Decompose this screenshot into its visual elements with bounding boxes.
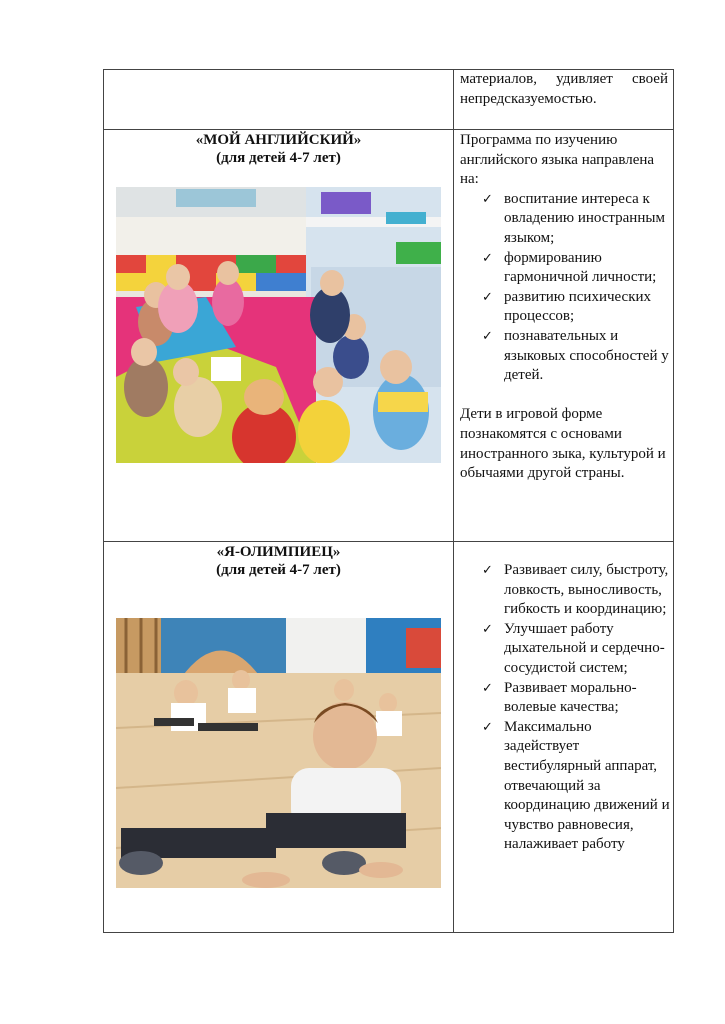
table-row-divider [103, 129, 674, 130]
list-item: ✓ Развивает силу, быстроту, ловкость, выносливость, гибкость и координацию; [482, 562, 669, 618]
list-item: ✓ формированию гармоничной личности; [482, 249, 657, 286]
check-icon: ✓ [482, 328, 493, 344]
table-row-divider [103, 541, 674, 542]
check-icon: ✓ [482, 289, 493, 305]
english-class-photo [116, 187, 441, 463]
programs-table [103, 69, 674, 933]
list-item: ✓ познавательных и языковых способностей у детей. [482, 327, 669, 384]
english-outro-text: Дети в игровой форме познакомятся с основами иностранного зыка, культурой и обычаями другой страны. [460, 406, 666, 482]
check-icon: ✓ [482, 191, 493, 207]
english-program-title: «МОЙ АНГЛИЙСКИЙ» [195, 132, 362, 148]
olympian-program-cell [104, 543, 453, 579]
check-icon: ✓ [482, 250, 493, 266]
sports-class-photo [116, 618, 441, 888]
english-program-description [460, 131, 670, 484]
table-border-left [103, 69, 104, 933]
english-program-cell [104, 131, 453, 167]
list-item: ✓ Улучшает работу дыхательной и сердечно-сосудистой систем; [482, 620, 665, 676]
table-border-right [673, 69, 674, 933]
olympian-program-title: «Я-ОЛИМПИЕЦ» [216, 544, 341, 560]
row1-right-text: материалов, удивляет своей непредсказуемостью. [460, 71, 668, 107]
english-intro-text: Программа по изучению английского языка направлена на: [460, 132, 655, 188]
table-border-bottom [103, 932, 674, 933]
olympian-benefits-list [460, 561, 670, 855]
check-icon: ✓ [482, 621, 493, 637]
table-column-divider [453, 69, 454, 933]
olympian-program-description [460, 561, 670, 855]
list-item: ✓ развитию психических процессов; [482, 288, 652, 325]
olympian-program-age: (для детей 4-7 лет) [216, 562, 341, 578]
list-item: ✓ воспитание интереса к овладению иностранным языком; [482, 190, 665, 246]
check-icon: ✓ [482, 680, 493, 696]
check-icon: ✓ [482, 563, 493, 578]
english-goals-list [460, 190, 670, 386]
list-item: ✓ Развивает морально-волевые качества; [482, 679, 637, 716]
english-program-age: (для детей 4-7 лет) [216, 150, 341, 166]
list-item: ✓ Максимально задействует вестибулярный аппарат, отвечающий за координацию движений и чувство равновесия, налаживает работу [482, 718, 670, 853]
check-icon: ✓ [482, 719, 493, 735]
